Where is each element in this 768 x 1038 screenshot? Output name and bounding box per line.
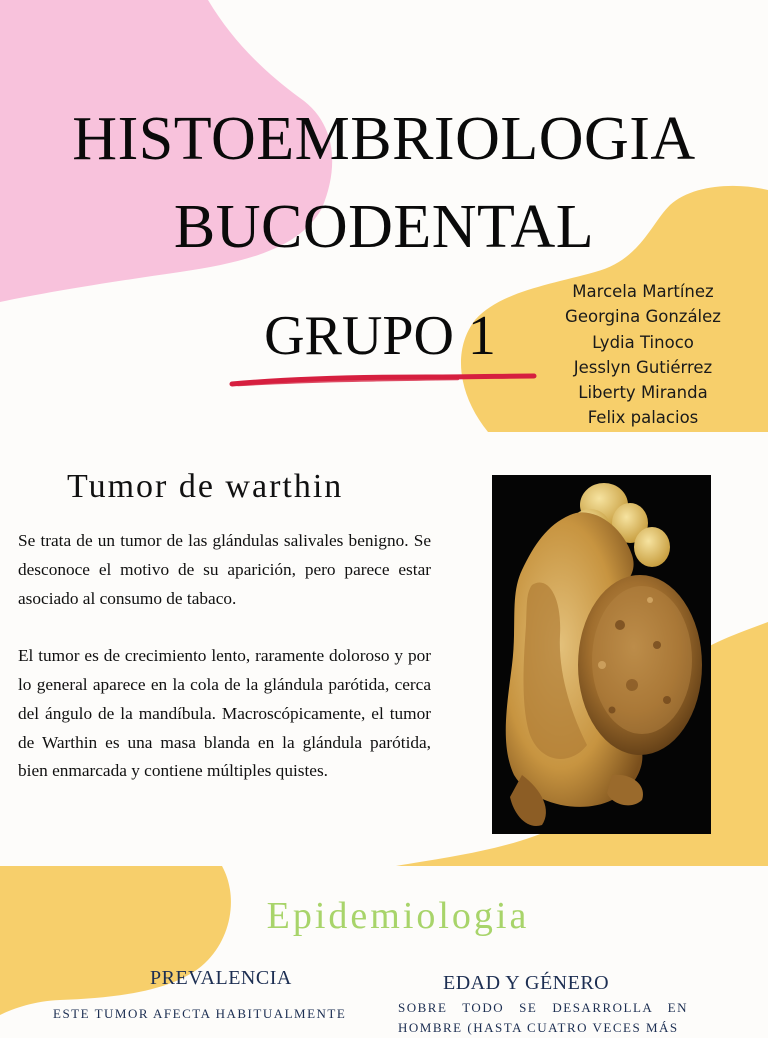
brush-underline (228, 370, 538, 390)
author-name: Liberty Miranda (578, 383, 708, 403)
title-line-1: HISTOEMBRIOLOGIA (72, 105, 696, 173)
paragraph: El tumor es de crecimiento lento, raramente doloroso y por lo general aparece en la cola de la glándula parótida, cerca del ángulo de la mandíbula. Macroscópicamente, el tumor de Warthin es una masa blanda en la glándula parótida, bien enmarcada y contiene múltiples quistes. (18, 646, 431, 781)
group-label: GRUPO 1 (264, 305, 496, 367)
yellow-blob-bottom (0, 866, 231, 1015)
age-gender-text: SOBRE TODO SE DESARROLLA EN HOMBRE (HASTA CUATRO VECES MÁS (398, 1000, 688, 1035)
section-body (18, 527, 431, 786)
author-name: Jesslyn Gutiérrez (573, 357, 713, 377)
title-line-2: BUCODENTAL (173, 193, 595, 261)
author-list (548, 279, 738, 431)
section-title: Tumor de warthin (67, 468, 344, 505)
prevalence-text: ESTE TUMOR AFECTA HABITUALMENTE (53, 1006, 347, 1021)
author-name: Marcela Martínez (572, 282, 714, 301)
paragraph: Se trata de un tumor de las glándulas salivales benigno. Se desconoce el motivo de su aparición, pero parece estar asociado al consumo de tabaco. (18, 531, 431, 608)
author-name: Georgina González (565, 307, 721, 327)
tumor-photo (492, 475, 711, 834)
prevalence-title: PREVALENCIA (150, 967, 292, 989)
author-name: Lydia Tinoco (592, 332, 694, 352)
epidemiology-title: Epidemiologia (266, 895, 530, 937)
age-gender-title: EDAD Y GÉNERO (443, 972, 610, 994)
author-name: Felix palacios (587, 408, 699, 428)
